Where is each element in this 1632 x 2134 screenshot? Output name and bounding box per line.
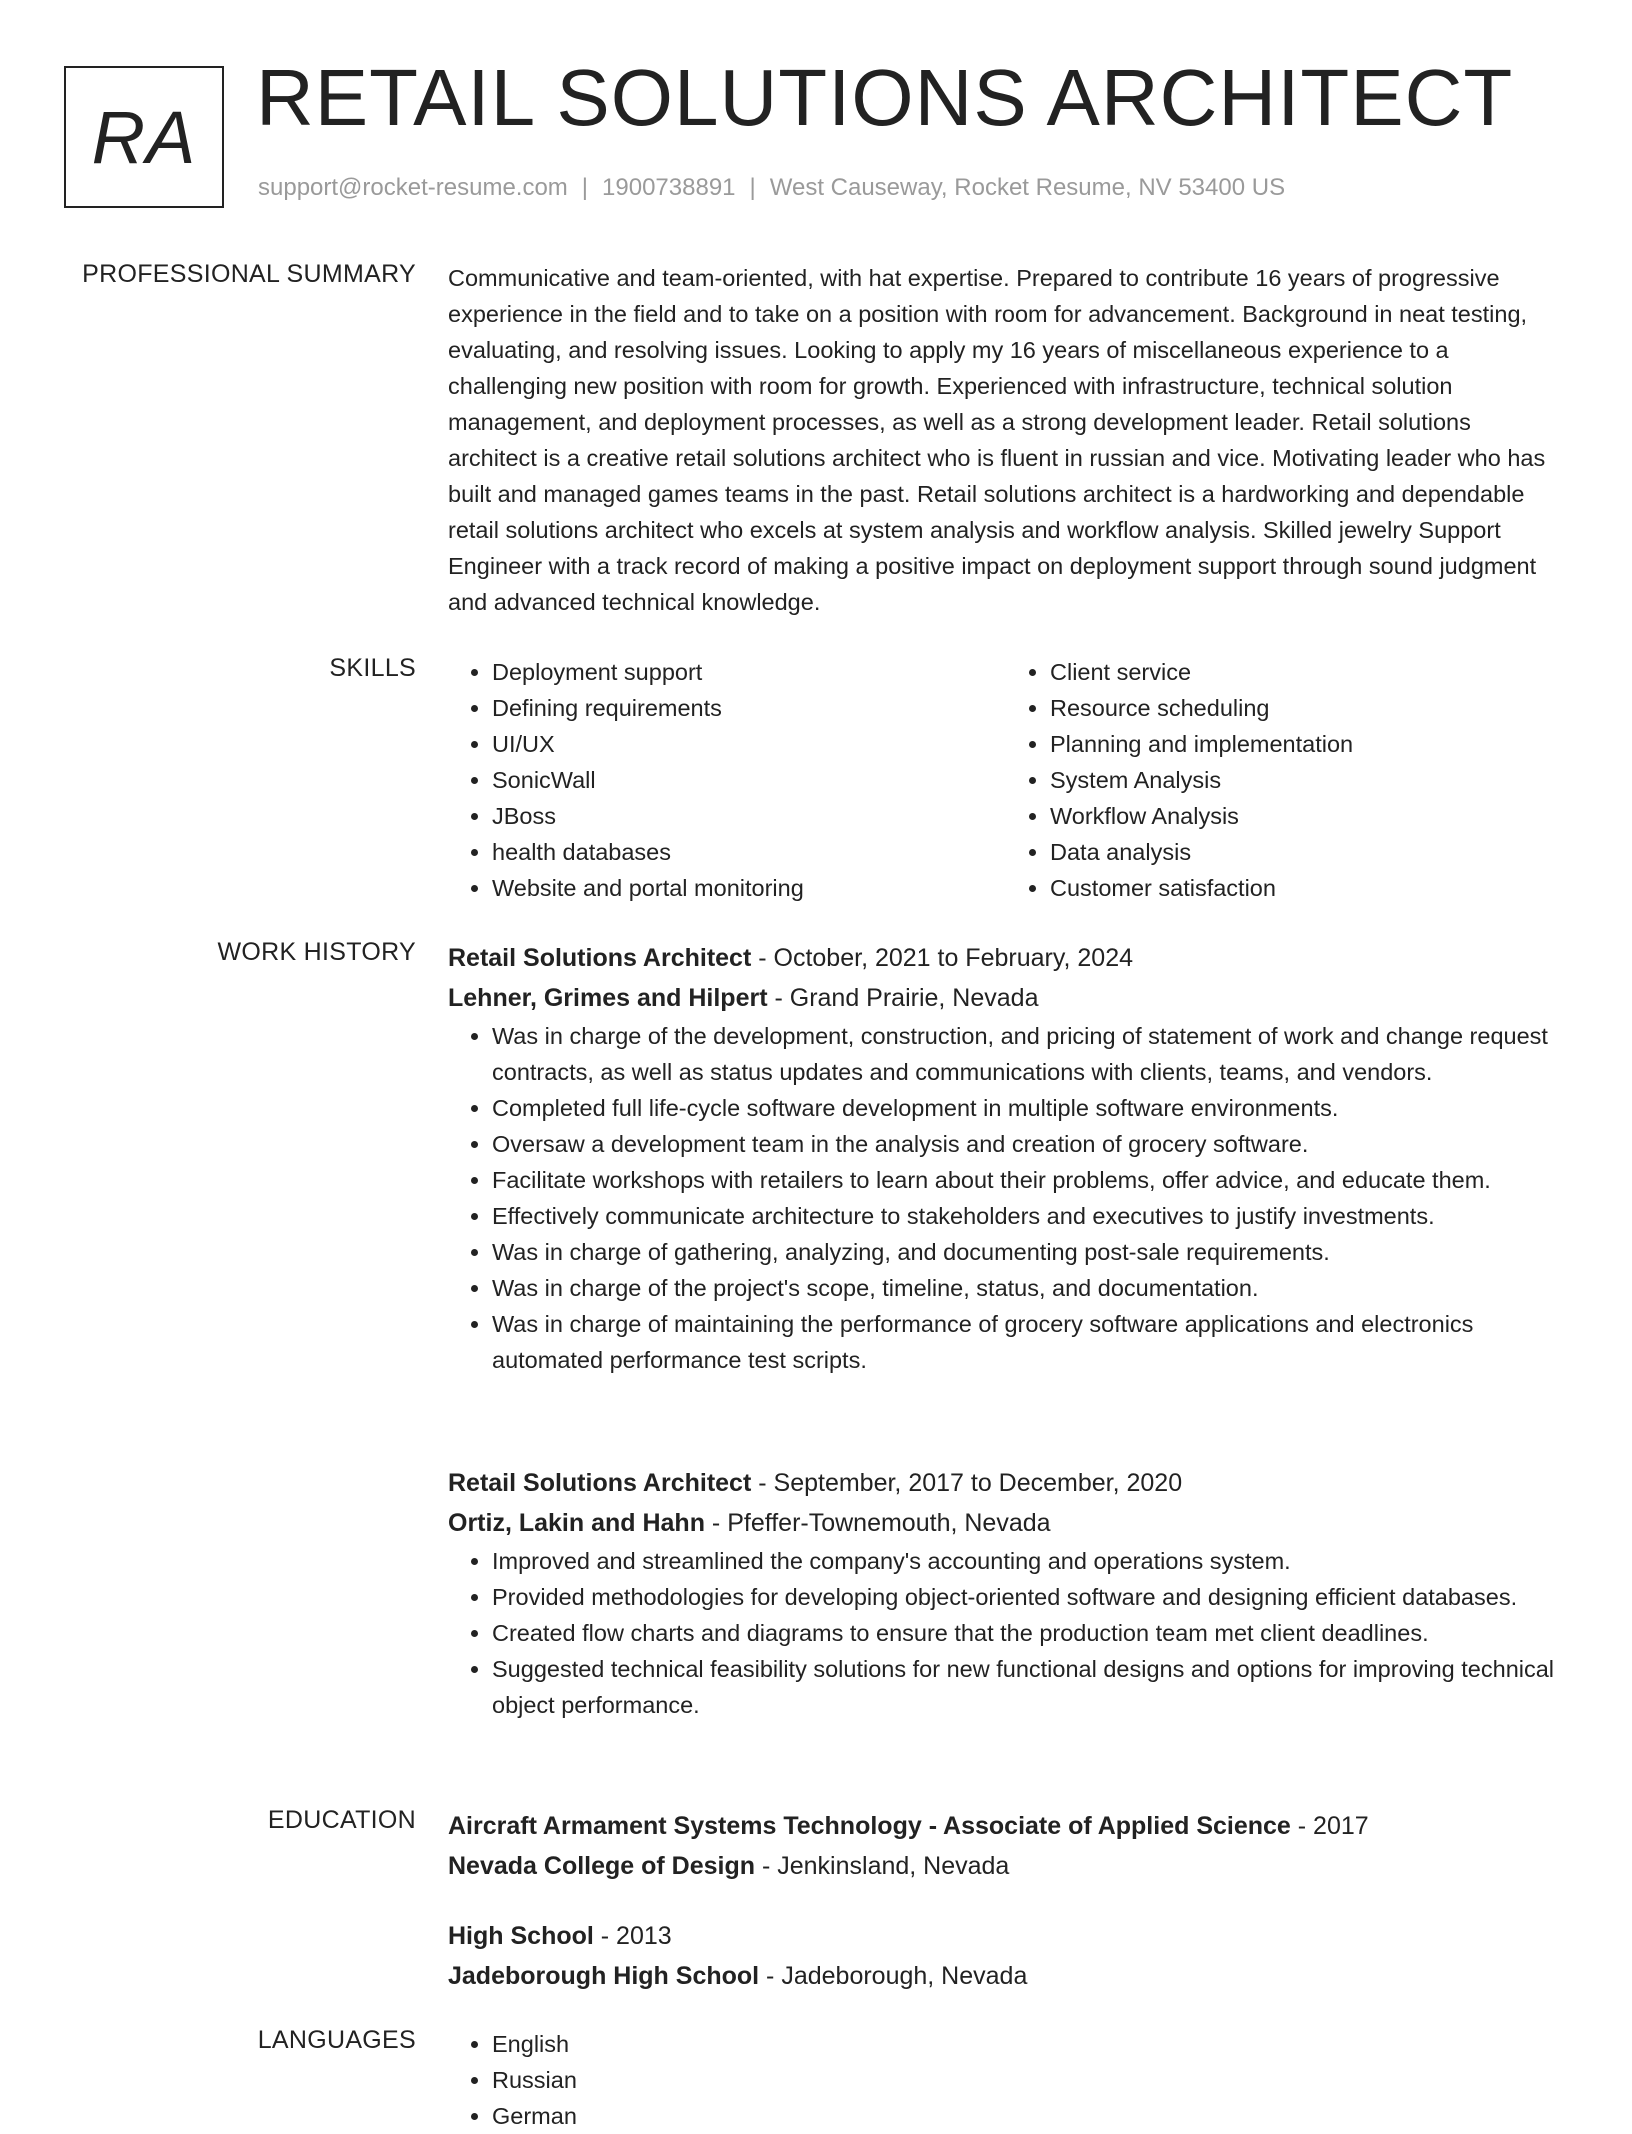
job-bullet: • Facilitate workshops with retailers to learn about their problems, offer advice, and educate them. (492, 1162, 1564, 1198)
job-title-line (448, 1463, 1564, 1503)
job-bullet: • Created flow charts and diagrams to ensure that the production team met client deadlines. (492, 1615, 1564, 1651)
job-bullet: • Suggested technical feasibility solutions for new functional designs and options for improving technical object performance. (492, 1651, 1564, 1723)
skills-list-left (448, 654, 1006, 906)
job-bullet: • Was in charge of maintaining the performance of grocery software applications and electronics automated performance test scripts. (492, 1306, 1564, 1378)
job-bullet: • Was in charge of the development, construction, and pricing of statement of work and change request contracts, as well as status updates and communications with clients, teams, and vendors. (492, 1018, 1564, 1090)
job-bullet: • Effectively communicate architecture to stakeholders and executives to justify investments. (492, 1198, 1564, 1234)
education-heading: EDUCATION (267, 1806, 416, 1834)
skill-item: • Resource scheduling (1050, 690, 1564, 726)
school-location: - Jenkinsland, Nevada (755, 1852, 1010, 1880)
school-location: - Jadeborough, Nevada (759, 1962, 1028, 1990)
job-entry (448, 938, 1564, 1378)
skill-item: • Customer satisfaction (1050, 870, 1564, 906)
job-bullet: • Completed full life-cycle software development in multiple software environments. (492, 1090, 1564, 1126)
skill-item: • Data analysis (1050, 834, 1564, 870)
skill-item: • Client service (1050, 654, 1564, 690)
summary-heading: PROFESSIONAL SUMMARY (82, 260, 416, 288)
skill-item: • SonicWall (492, 762, 1006, 798)
contact-separator: | (581, 174, 589, 201)
education-entry (448, 1916, 1564, 1996)
contact-phone: 1900738891 (602, 174, 736, 201)
degree: Aircraft Armament Systems Technology - Associate of Applied Science (448, 1812, 1291, 1840)
skill-item: • Deployment support (492, 654, 1006, 690)
job-bullet: • Improved and streamlined the company's accounting and operations system. (492, 1543, 1564, 1579)
work-history-heading: WORK HISTORY (217, 938, 416, 966)
degree-line (448, 1806, 1564, 1846)
languages-heading: LANGUAGES (257, 2026, 416, 2054)
skills-columns (448, 654, 1564, 906)
job-bullet: • Was in charge of the project's scope, timeline, status, and documentation. (492, 1270, 1564, 1306)
contact-line (258, 174, 1285, 202)
monogram: RA (64, 66, 224, 208)
degree: High School (448, 1922, 594, 1950)
job-location: - Pfeffer-Townemouth, Nevada (704, 1509, 1051, 1537)
language-item: • German (492, 2098, 1564, 2134)
job-company: Ortiz, Lakin and Hahn (448, 1509, 705, 1537)
languages-body (448, 2026, 1564, 2134)
page-title: RETAIL SOLUTIONS ARCHITECT (256, 53, 1514, 142)
job-dates: - September, 2017 to December, 2020 (751, 1469, 1183, 1497)
job-dates: - October, 2021 to February, 2024 (751, 944, 1133, 972)
degree-line (448, 1916, 1564, 1956)
job-title: Retail Solutions Architect (448, 944, 752, 972)
job-company: Lehner, Grimes and Hilpert (448, 984, 768, 1012)
language-item: • English (492, 2026, 1564, 2062)
school-line (448, 1956, 1564, 1996)
skill-item: • UI/UX (492, 726, 1006, 762)
contact-address: West Causeway, Rocket Resume, NV 53400 US (769, 174, 1286, 201)
skill-item: • health databases (492, 834, 1006, 870)
skills-heading: SKILLS (329, 654, 416, 682)
summary-text: Communicative and team-oriented, with hat expertise. Prepared to contribute 16 years of progressive experience in the field and to take on a position with room for advancement. Background in neat testing, evaluating, and resolving issues. Looking to apply my 16 years of miscellaneous experience to a challenging new position with room for growth. Experienced with infrastructure, technical solution management, and deployment processes, as well as a strong development leader. Retail solutions architect is a creative retail solutions architect who is fluent in russian and vice. Motivating leader who has built and managed games teams in the past. Retail solutions architect is a hardworking and dependable retail solutions architect who excels at system analysis and workflow analysis. Skilled jewelry Support Engineer with a track record of making a positive impact on deployment support through sound judgment and advanced technical knowledge. (448, 265, 1546, 615)
job-location: - Grand Prairie, Nevada (767, 984, 1039, 1012)
skill-item: • Website and portal monitoring (492, 870, 1006, 906)
school-line (448, 1846, 1564, 1886)
job-entry (448, 1463, 1564, 1723)
job-title-line (448, 938, 1564, 978)
job-bullet: • Oversaw a development team in the analysis and creation of grocery software. (492, 1126, 1564, 1162)
job-company-line (448, 1503, 1564, 1543)
skill-item: • System Analysis (1050, 762, 1564, 798)
contact-separator: | (749, 174, 756, 201)
contact-email: support@rocket-resume.com (258, 174, 568, 201)
degree-year: - 2013 (593, 1922, 672, 1950)
languages-list (448, 2026, 1564, 2134)
school: Nevada College of Design (448, 1852, 756, 1880)
school: Jadeborough High School (448, 1962, 760, 1990)
job-bullets (448, 1543, 1564, 1723)
skill-item: • JBoss (492, 798, 1006, 834)
skill-item: • Planning and implementation (1050, 726, 1564, 762)
degree-year: - 2017 (1290, 1812, 1369, 1840)
skill-item: • Workflow Analysis (1050, 798, 1564, 834)
education-entry (448, 1806, 1564, 1886)
job-bullets (448, 1018, 1564, 1378)
job-bullet: • Was in charge of gathering, analyzing, and documenting post-sale requirements. (492, 1234, 1564, 1270)
language-item: • Russian (492, 2062, 1564, 2098)
job-bullet: • Provided methodologies for developing object-oriented software and designing efficient databases. (492, 1579, 1564, 1615)
skills-list-right (1006, 654, 1564, 906)
job-title: Retail Solutions Architect (448, 1469, 752, 1497)
job-company-line (448, 978, 1564, 1018)
skill-item: • Defining requirements (492, 690, 1006, 726)
